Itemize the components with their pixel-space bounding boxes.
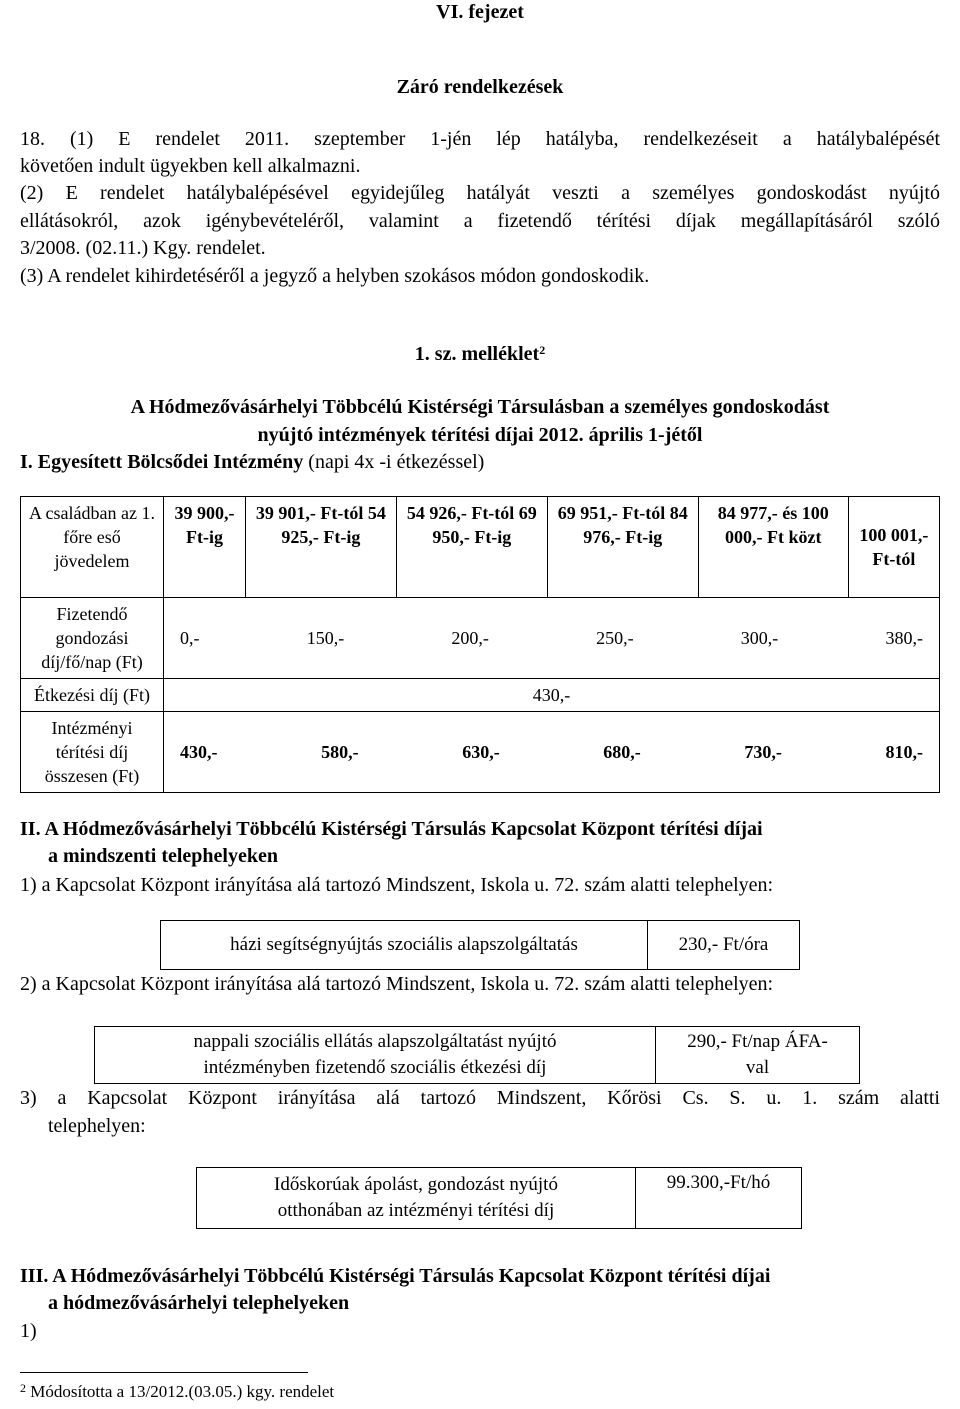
- section-3-title-line-1: III. A Hódmezővásárhelyi Többcélú Kistérségi Társulás Kapcsolat Központ térítési díjai: [20, 1265, 771, 1287]
- box-3-service: [197, 1168, 636, 1228]
- chapter-heading: VI. fejezet: [436, 1, 524, 23]
- fee-table: [20, 496, 940, 793]
- income-bracket-5: 84 977,- és 100 000,- Ft közt: [698, 497, 848, 598]
- box-2-price-line-1: 290,- Ft/nap ÁFA-: [687, 1031, 828, 1052]
- paragraph-1-line-1: 18. (1) E rendelet 2011. szeptember 1-jén lép hatályba, rendelkezéseit a hatálybalépését: [20, 128, 940, 150]
- item-1: 1) a Kapcsolat Központ irányítása alá tartozó Mindszent, Iskola u. 72. szám alatti telephelyen:: [20, 874, 774, 896]
- item-3-line-1: 3) a Kapcsolat Központ irányítása alá tartozó Mindszent, Kőrösi Cs. S. u. 1. szám alatti: [20, 1087, 940, 1109]
- total-fee-6: 810,-: [885, 742, 923, 762]
- care-fee-6: 380,-: [885, 628, 923, 648]
- footnote-text: Módosította a 13/2012.(03.05.) kgy. rendelet: [26, 1382, 335, 1401]
- annex-title-line-1: A Hódmezővásárhelyi Többcélú Kistérségi Társulásban a személyes gondoskodást: [130, 396, 830, 418]
- care-fee-values: [164, 598, 940, 679]
- paragraph-2-line-2: ellátásokról, azok igénybevételéről, valamint a fizetendő térítési díjak megállapításáról szóló: [20, 210, 940, 232]
- paragraph-1-line-2: követően indult ügyekben kell alkalmazni.: [20, 155, 361, 177]
- income-bracket-3: 54 926,- Ft-tól 69 950,- Ft-ig: [396, 497, 547, 598]
- box-1-service: házi segítségnyújtás szociális alapszolgáltatás: [161, 921, 648, 969]
- paragraph-2-line-3: 3/2008. (02.11.) Kgy. rendelet.: [20, 237, 266, 259]
- section-1-heading: I. Egyesített Bölcsődei Intézmény (napi 4x -i étkezéssel): [20, 451, 485, 473]
- row-header-care-fee: Fizetendő gondozási díj/fő/nap (Ft): [21, 598, 164, 679]
- section-3-title-line-2: a hódmezővásárhelyi telephelyeken: [48, 1292, 350, 1314]
- annex-label: 1. sz. melléklet$^2$: [414, 343, 546, 365]
- care-fee-5: 300,-: [740, 628, 779, 648]
- total-fee-values: [164, 712, 940, 793]
- item-3-line-2: telephelyen:: [48, 1115, 146, 1137]
- total-fee-1: 430,-: [180, 742, 218, 762]
- fee-box-2: [94, 1026, 860, 1084]
- footnote-ref: 2: [539, 343, 546, 357]
- income-bracket-1: 39 900,- Ft-ig: [164, 497, 246, 598]
- total-fee-5: 730,-: [744, 742, 782, 762]
- row-header-income: A családban az 1. főre eső jövedelem: [21, 497, 164, 598]
- box-2-service-line-1: nappali szociális ellátás alapszolgáltatást nyújtó: [193, 1031, 557, 1052]
- box-3-service-line-1: Időskorúak ápolást, gondozást nyújtó: [274, 1174, 558, 1195]
- section-2-title-line-1: II. A Hódmezővásárhelyi Többcélú Kistérségi Társulás Kapcsolat Központ térítési díjai: [20, 818, 763, 840]
- box-2-service: [95, 1027, 656, 1083]
- paragraph-3: (3) A rendelet kihirdetéséről a jegyző a helyben szokásos módon gondoskodik.: [20, 265, 650, 287]
- section-title: Záró rendelkezések: [396, 76, 564, 98]
- table-row-care-fee: [21, 598, 940, 679]
- table-row-income: [21, 497, 940, 598]
- care-fee-2: 150,-: [306, 628, 345, 648]
- total-fee-2: 580,-: [321, 742, 359, 762]
- care-fee-1: 0,-: [180, 628, 200, 648]
- box-2-service-line-2: intézményben fizetendő szociális étkezési díj: [203, 1057, 547, 1078]
- total-fee-4: 680,-: [603, 742, 641, 762]
- row-header-total-fee: Intézményi térítési díj összesen (Ft): [21, 712, 164, 793]
- footnote-divider: [20, 1372, 308, 1373]
- box-2-price-line-2: val: [745, 1057, 770, 1078]
- item-2: 2) a Kapcsolat Központ irányítása alá tartozó Mindszent, Iskola u. 72. szám alatti telephelyen:: [20, 973, 774, 995]
- fee-box-1: [160, 920, 800, 970]
- care-fee-3: 200,-: [451, 628, 489, 648]
- box-2-price: [656, 1027, 859, 1083]
- care-fee-4: 250,-: [596, 628, 634, 648]
- box-3-price: 99.300,-Ft/hó: [666, 1172, 771, 1193]
- box-3-service-line-2: otthonában az intézményi térítési díj: [277, 1200, 555, 1221]
- income-bracket-6: 100 001,- Ft-tól: [848, 497, 939, 598]
- income-bracket-4: 69 951,- Ft-tól 84 976,- Ft-ig: [547, 497, 698, 598]
- meal-fee-value: 430,-: [164, 679, 940, 712]
- footnote: [20, 1380, 940, 1404]
- section-2-title-line-2: a mindszenti telephelyeken: [48, 845, 278, 867]
- footnote-number: 2: [20, 1381, 26, 1395]
- row-header-meal-fee: Étkezési díj (Ft): [21, 679, 164, 712]
- box-1-price: 230,- Ft/óra: [678, 934, 769, 955]
- income-bracket-2: 39 901,- Ft-tól 54 925,- Ft-ig: [245, 497, 396, 598]
- annex-title-line-2: nyújtó intézmények térítési díjai 2012. április 1-jétől: [257, 424, 703, 446]
- total-fee-3: 630,-: [462, 742, 500, 762]
- fee-box-3: [196, 1167, 802, 1229]
- table-row-total-fee: [21, 712, 940, 793]
- item-last: 1): [20, 1320, 37, 1342]
- table-row-meal-fee: [21, 679, 940, 712]
- paragraph-2-line-1: (2) E rendelet hatálybalépésével egyidejűleg hatályát veszti a személyes gondoskodást nyújtó: [20, 182, 940, 204]
